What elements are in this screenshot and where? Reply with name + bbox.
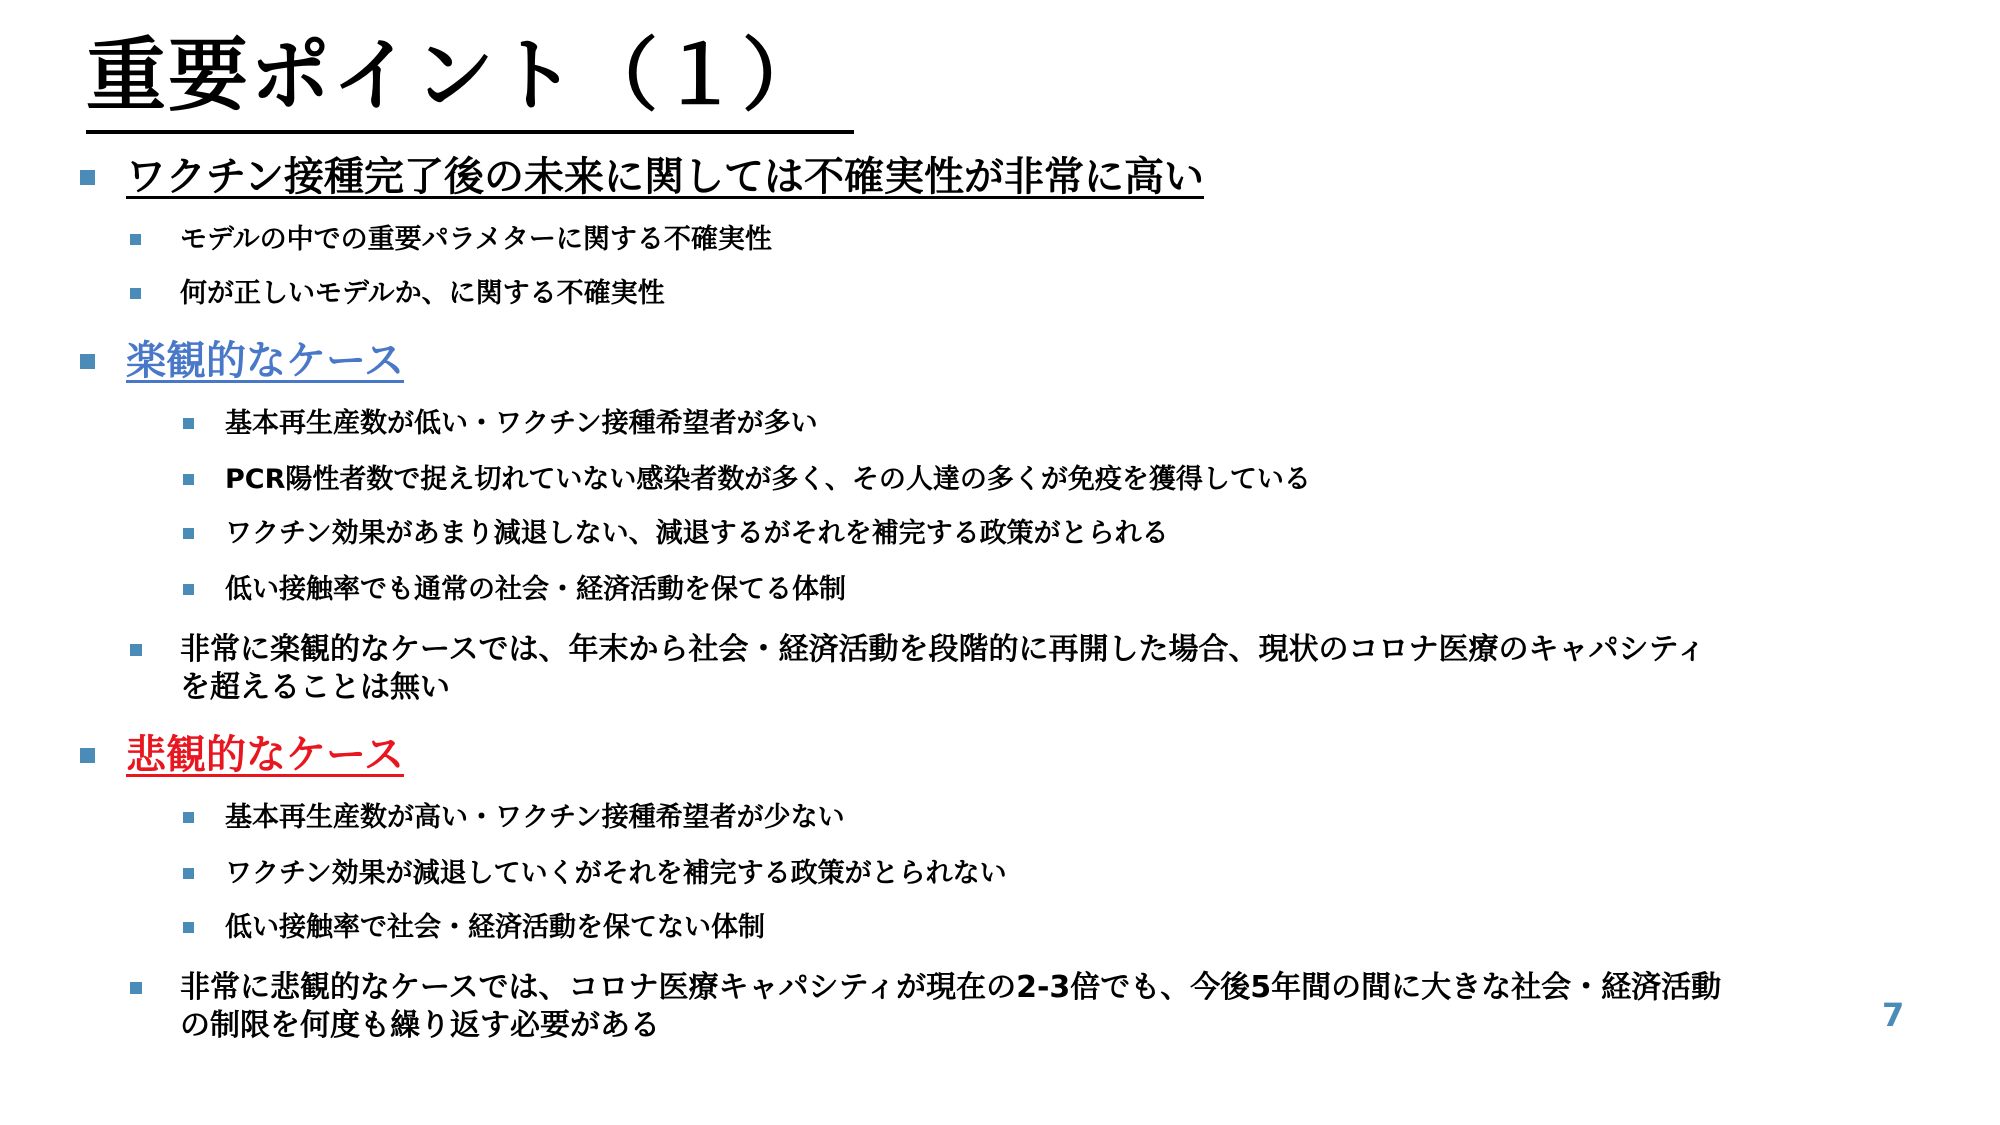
list-item-text: 低い接触率で社会・経済活動を保てない体制 (225, 912, 765, 943)
page-number: 7 (1882, 996, 1905, 1034)
list-item-text: PCR陽性者数で捉え切れていない感染者数が多く、その人達の多くが免疫を獲得している (225, 464, 1311, 495)
square-bullet-icon (183, 812, 194, 823)
square-bullet-icon (80, 170, 95, 185)
square-bullet-icon (130, 288, 141, 299)
conclusion-text: を超えることは無い (180, 670, 450, 705)
square-bullet-icon (183, 528, 194, 539)
square-bullet-icon (183, 922, 194, 933)
square-bullet-icon (130, 644, 142, 656)
conclusion-text: 非常に悲観的なケースでは、コロナ医療キャパシティが現在の2-3倍でも、今後5年間の間に大きな社会・経済活動 (180, 970, 1722, 1005)
square-bullet-icon (183, 584, 194, 595)
list-item-text: 基本再生産数が低い・ワクチン接種希望者が多い (225, 408, 818, 439)
heading-text: 悲観的なケース (126, 732, 404, 778)
conclusion-text: 非常に楽観的なケースでは、年末から社会・経済活動を段階的に再開した場合、現状のコロナ医療のキャパシティ (180, 632, 1707, 667)
list-item-text: 低い接触率でも通常の社会・経済活動を保てる体制 (225, 574, 846, 605)
list-item-text: ワクチン効果が減退していくがそれを補完する政策がとられない (225, 858, 1007, 889)
list-item-text: ワクチン効果があまり減退しない、減退するがそれを補完する政策がとられる (225, 518, 1169, 549)
heading-text: ワクチン接種完了後の未来に関しては不確実性が非常に高い (126, 154, 1204, 200)
square-bullet-icon (183, 868, 194, 879)
list-item-text: 何が正しいモデルか、に関する不確実性 (180, 278, 665, 309)
square-bullet-icon (80, 748, 95, 763)
square-bullet-icon (183, 418, 194, 429)
conclusion-text: の制限を何度も繰り返す必要がある (180, 1008, 660, 1043)
square-bullet-icon (130, 234, 141, 245)
list-item-text: 基本再生産数が高い・ワクチン接種希望者が少ない (225, 802, 845, 833)
heading-text: 楽観的なケース (126, 338, 404, 384)
page-title: 重要ポイント（１） (86, 26, 854, 134)
square-bullet-icon (183, 474, 194, 485)
square-bullet-icon (130, 982, 142, 994)
square-bullet-icon (80, 354, 95, 369)
list-item-text: モデルの中での重要パラメターに関する不確実性 (180, 224, 772, 255)
